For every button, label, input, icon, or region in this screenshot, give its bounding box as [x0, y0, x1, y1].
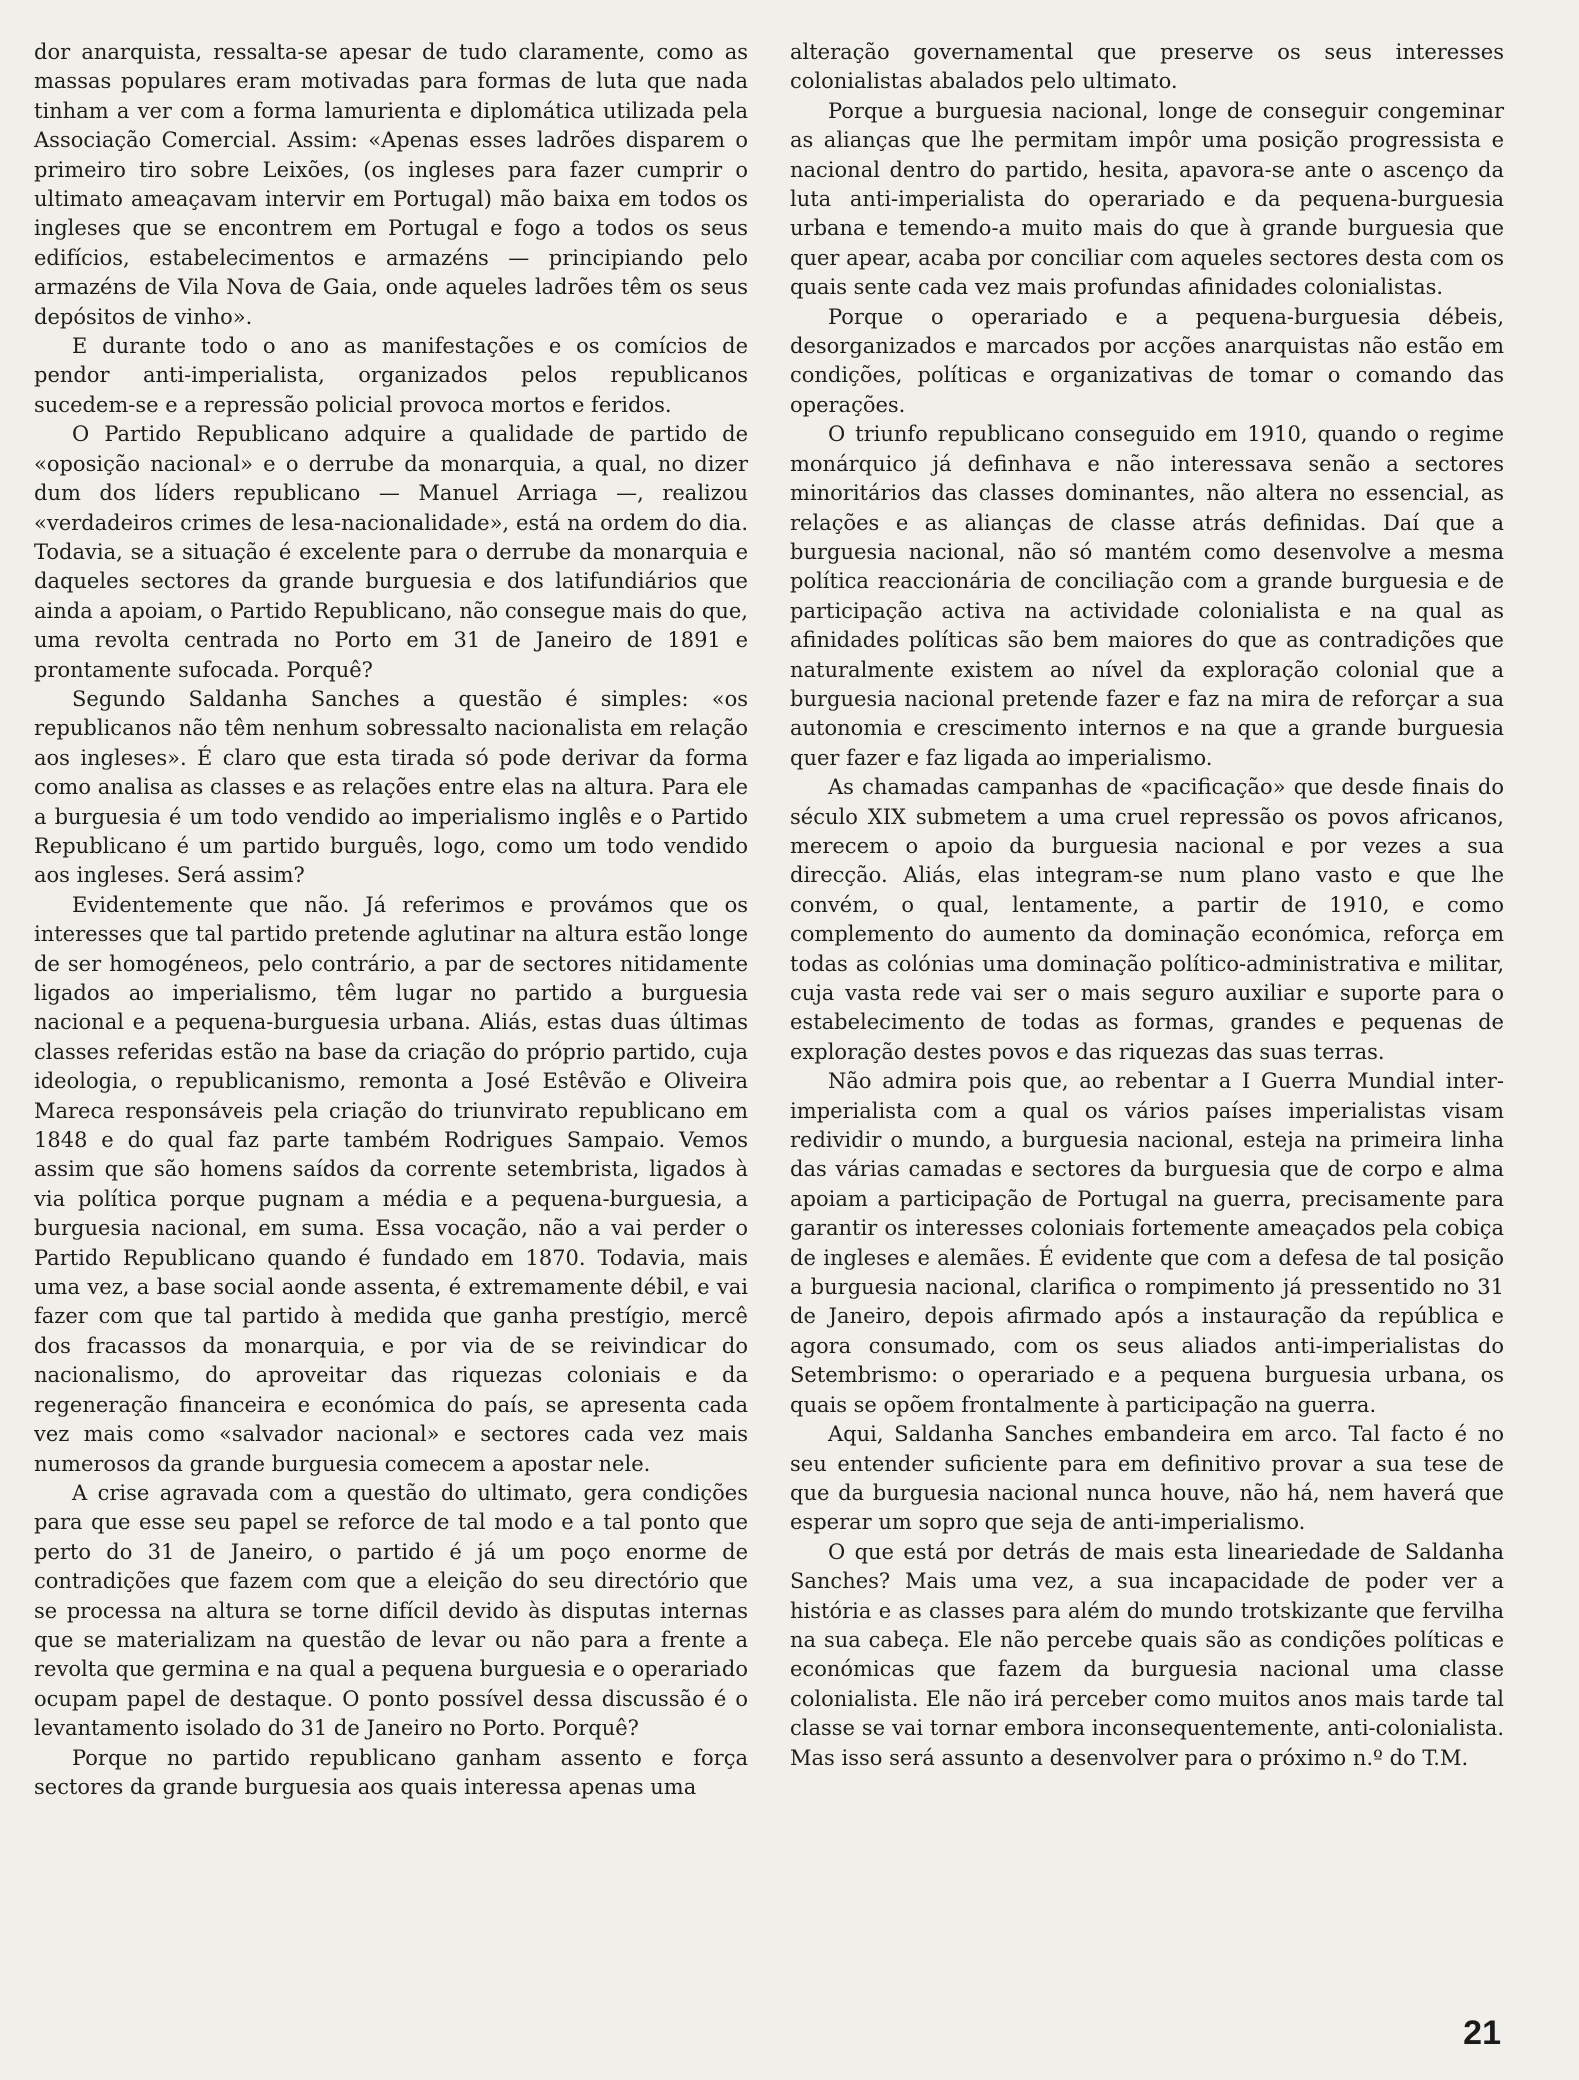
page-number: 21 [1463, 2014, 1501, 2052]
paragraph: As chamadas campanhas de «pacificação» que desde finais do século XIX submetem a uma cruel repressão os povos africanos, merecem o apoio da burguesia nacional e por vezes a sua direcção. Aliás, elas integram-se num plano vasto e que lhe convém, o qual, lentamente, a partir de 1910, e como complemento do aumento da dominação económica, reforça em todas as colónias uma dominação político-administrativa e militar, cuja vasta rede vai ser o mais seguro auxiliar e suporte para o estabelecimento de todas as formas, grandes e pequenas de exploração destes povos e das riquezas das suas terras. [790, 775, 1504, 1064]
paragraph: Aqui, Saldanha Sanches embandeira em arco. Tal facto é no seu entender suficiente para em definitivo provar a sua tese de que da burguesia nacional nunca houve, não há, nem haverá que esperar um sopro que seja de anti-imperialismo. [790, 1422, 1504, 1535]
paragraph: O que está por detrás de mais esta lineariedade de Saldanha Sanches? Mais uma vez, a sua incapacidade de poder ver a história e as classes para além do mundo trotskizante que fervilha na sua cabeça. Ele não percebe quais são as condições políticas e económicas que fazem da burguesia nacional uma classe colonialista. Ele não irá perceber como muitos anos mais tarde tal classe se vai tornar embora inconsequentemente, anti-colonialista. Mas isso será assunto a desenvolver para o próximo n.º do T.M. [790, 1539, 1504, 1770]
paragraph: Porque a burguesia nacional, longe de conseguir congeminar as alianças que lhe permitam impôr uma posição progressista e nacional dentro do partido, hesita, apavora-se ante o ascenço da luta anti-imperialista do operariado e da pequena-burguesia urbana e temendo-a muito mais do que à grande burguesia que quer apear, acaba por conciliar com aqueles sectores desta com os quais sente cada vez mais profundas afinidades colonialistas. [790, 98, 1504, 300]
paragraph: A crise agravada com a questão do ultimato, gera condições para que esse seu papel se reforce de tal modo e a tal ponto que perto do 31 de Janeiro, o partido é já um poço enorme de contradições que fazem com que a eleição do seu directório que se processa na altura se torne difícil devido às disputas internas que se materializam na questão de levar ou não para a frente a revolta que germina e na qual a pequena burguesia e o operariado ocupam papel de destaque. O ponto possível dessa discussão é o levantamento isolado do 31 de Janeiro no Porto. Porquê? [34, 1480, 748, 1741]
paragraph: Evidentemente que não. Já referimos e provámos que os interesses que tal partido pretende aglutinar na altura estão longe de ser homogéneos, pelo contrário, a par de sectores nitidamente ligados ao imperialismo, têm lugar no partido a burguesia nacional e a pequena-burguesia urbana. Aliás, estas duas últimas classes referidas estão na base da criação do próprio partido, cuja ideologia, o republicanismo, remonta a José Estêvão e Oliveira Mareca responsáveis pela criação do triunvirato republicano em 1848 e do qual faz parte também Rodrigues Sampaio. Vemos assim que são homens saídos da corrente setembrista, ligados à via política porque pugnam a média e a pequena-burguesia, a burguesia nacional, em suma. Essa vocação, não a vai perder o Partido Republicano quando é fundado em 1870. Todavia, mais uma vez, a base social aonde assenta, é extremamente débil, e vai fazer com que tal partido à medida que ganha prestígio, mercê dos fracassos da monarquia, e por via de se reivindicar do nacionalismo, do aproveitar das riquezas coloniais e da regeneração financeira e económica do país, se apresenta cada vez mais como «salvador nacional» e sectores cada vez mais numerosos da grande burguesia comecem a apostar nele. [34, 892, 748, 1476]
left-column [34, 38, 748, 1802]
paragraph: E durante todo o ano as manifestações e os comícios de pendor anti-imperialista, organizados pelos republicanos sucedem-se e a repressão policial provoca mortos e feridos. [34, 334, 748, 417]
paragraph: O Partido Republicano adquire a qualidade de partido de «oposição nacional» e o derrube da monarquia, a qual, no dizer dum dos líders republicano — Manuel Arriaga —, realizou «verdadeiros crimes de lesa-nacionalidade», está na ordem do dia. Todavia, se a situação é excelente para o derrube da monarquia e daqueles sectores da grande burguesia e dos latifundiários que ainda a apoiam, o Partido Republicano, não consegue mais do que, uma revolta centrada no Porto em 31 de Janeiro de 1891 e prontamente sufocada. Porquê? [34, 422, 748, 682]
paragraph: Porque o operariado e a pequena-burguesia débeis, desorganizados e marcados por acções anarquistas não estão em condições, políticas e organizativas de tomar o comando das operações. [790, 304, 1504, 417]
paragraph: dor anarquista, ressalta-se apesar de tudo claramente, como as massas populares eram motivadas para formas de luta que nada tinham a ver com a forma lamurienta e diplomática utilizada pela Associação Comercial. Assim: «Apenas esses ladrões disparem o primeiro tiro sobre Leixões, (os ingleses para fazer cumprir o ultimato ameaçavam intervir em Portugal) mão baixa em todos os ingleses que se encontrem em Portugal e fogo a todos os seus edifícios, estabelecimentos e armazéns — principiando pelo armazéns de Vila Nova de Gaia, onde aqueles ladrões têm os seus depósitos de vinho». [34, 40, 748, 329]
paragraph: Segundo Saldanha Sanches a questão é simples: «os republicanos não têm nenhum sobressalto nacionalista em relação aos ingleses». É claro que esta tirada só pode derivar da forma como analisa as classes e as relações entre elas na altura. Para ele a burguesia é um todo vendido ao imperialismo inglês e o Partido Republicano é um partido burguês, logo, como um todo vendido aos ingleses. Será assim? [34, 686, 748, 888]
paragraph: O triunfo republicano conseguido em 1910, quando o regime monárquico já definhava e não interessava senão a sectores minoritários das classes dominantes, não altera no essencial, as relações e as alianças de classe atrás definidas. Daí que a burguesia nacional, não só mantém como desenvolve a mesma política reaccionária de conciliação com a grande burguesia e de participação activa na actividade colonialista e na qual as afinidades políticas são bem maiores do que as contradições que naturalmente existem ao nível da exploração colonial que a burguesia nacional pretende fazer e faz na mira de reforçar a sua autonomia e crescimento internos e na que a grande burguesia quer fazer e faz ligada ao imperialismo. [790, 422, 1504, 770]
paragraph: Porque no partido republicano ganham assento e força sectores da grande burguesia aos quais interessa apenas uma [34, 1745, 748, 1799]
right-column [790, 38, 1504, 1773]
paragraph: Não admira pois que, ao rebentar a I Guerra Mundial inter-imperialista com a qual os vários países imperialistas visam redividir o mundo, a burguesia nacional, esteja na primeira linha das várias camadas e sectores da burguesia que de corpo e alma apoiam a participação de Portugal na guerra, precisamente para garantir os interesses coloniais fortemente ameaçados pela cobiça de ingleses e alemães. É evidente que com a defesa de tal posição a burguesia nacional, clarifica o rompimento já pressentido no 31 de Janeiro, depois afirmado após a instauração da república e agora consumado, com os seus aliados anti-imperialistas do Setembrismo: o operariado e a pequena burguesia urbana, os quais se opõem frontalmente à participação na guerra. [790, 1069, 1504, 1417]
paragraph: alteração governamental que preserve os seus interesses colonialistas abalados pelo ultimato. [790, 40, 1504, 94]
